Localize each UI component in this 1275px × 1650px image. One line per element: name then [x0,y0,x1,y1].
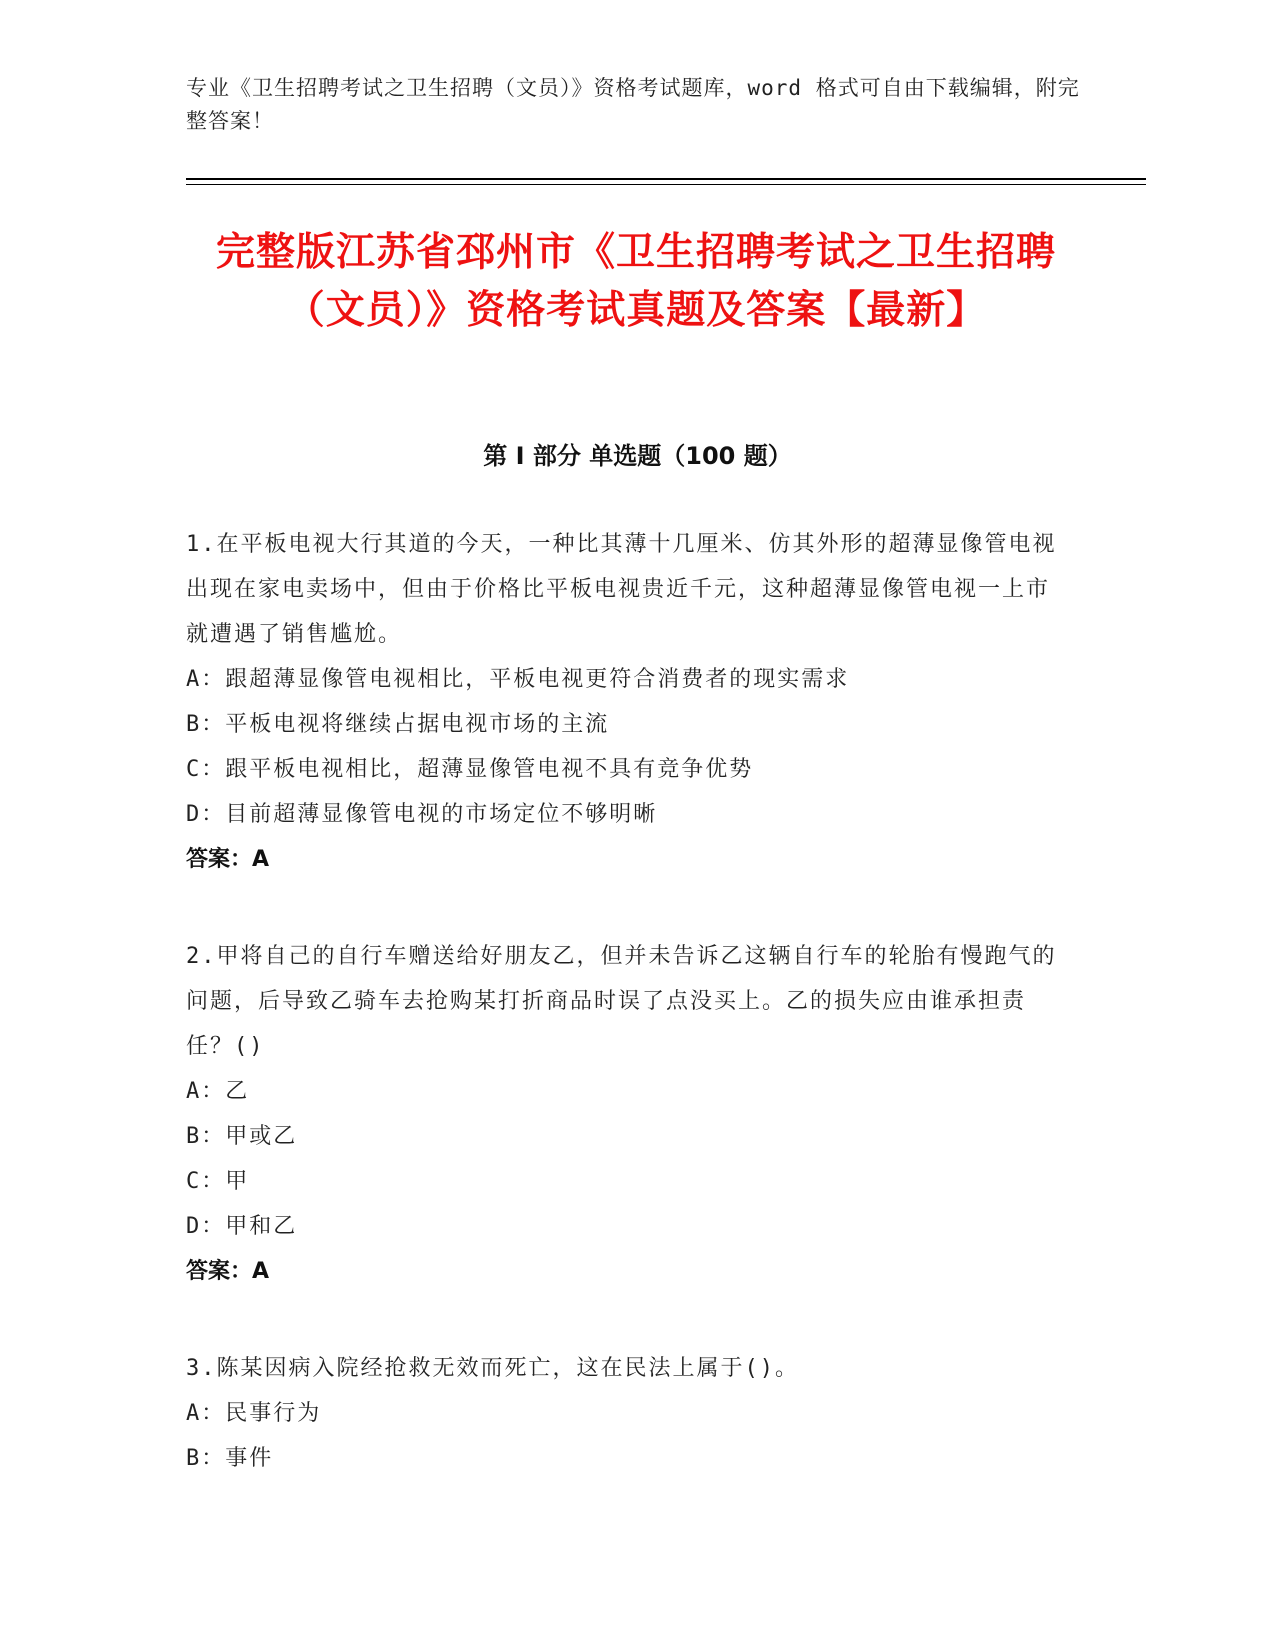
option-b: B：事件 [186,1446,274,1471]
question-3 [186,1346,1066,1481]
option-a: A：民事行为 [186,1401,322,1426]
answer: 答案：A [186,1259,270,1284]
question-stem: 2.甲将自己的自行车赠送给好朋友乙，但并未告诉乙这辆自行车的轮胎有慢跑气的问题，后导致乙骑车去抢购某打折商品时误了点没买上。乙的损失应由谁承担责任？() [186,944,1057,1059]
option-b: B：平板电视将继续占据电视市场的主流 [186,712,610,737]
option-d: D：目前超薄显像管电视的市场定位不够明晰 [186,802,658,827]
question-1 [186,522,1066,882]
header-note: 专业《卫生招聘考试之卫生招聘（文员）》资格考试题库，word 格式可自由下载编辑，附完整答案！ [186,76,1080,133]
question-2 [186,934,1066,1294]
option-d: D：甲和乙 [186,1214,298,1239]
answer: 答案：A [186,847,270,872]
question-stem: 1.在平板电视大行其道的今天，一种比其薄十几厘米、仿其外形的超薄显像管电视出现在家电卖场中，但由于价格比平板电视贵近千元，这种超薄显像管电视一上市就遭遇了销售尴尬。 [186,532,1057,647]
option-a: A：乙 [186,1079,250,1104]
option-a: A：跟超薄显像管电视相比，平板电视更符合消费者的现实需求 [186,667,850,692]
option-c: C：甲 [186,1169,250,1194]
question-stem: 3.陈某因病入院经抢救无效而死亡，这在民法上属于()。 [186,1356,799,1381]
header-divider-thick [186,178,1146,180]
section-heading: 第 I 部分 单选题（100 题） [483,442,792,470]
option-b: B：甲或乙 [186,1124,298,1149]
option-c: C：跟平板电视相比，超薄显像管电视不具有竞争优势 [186,757,754,782]
document-title: 完整版江苏省邳州市《卫生招聘考试之卫生招聘（文员）》资格考试真题及答案【最新】 [215,230,1056,333]
header-divider-thin [186,184,1146,185]
